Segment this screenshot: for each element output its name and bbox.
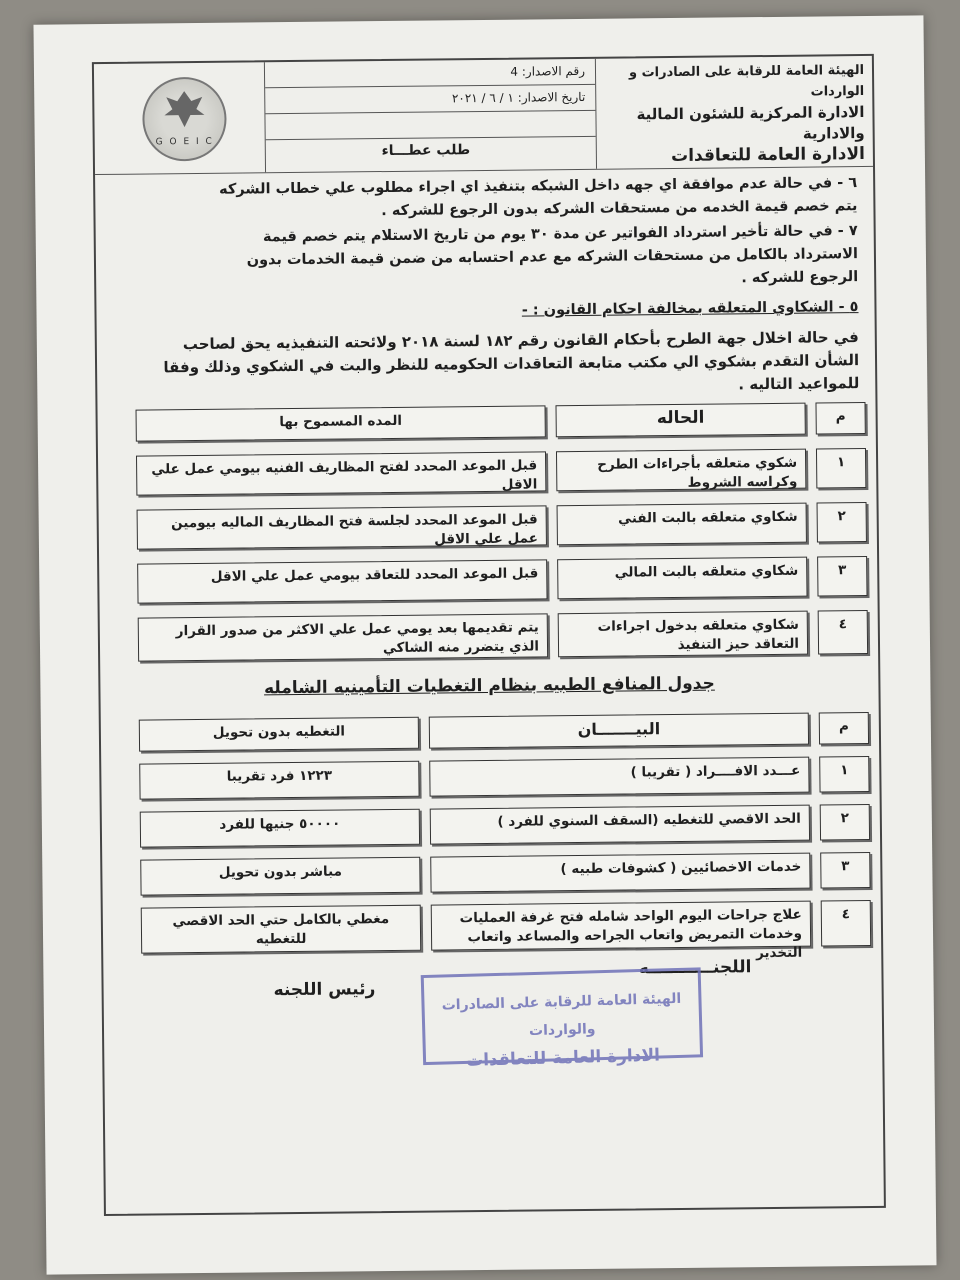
authority-line2: الادارة المركزية للشئون المالية والادارية [636, 102, 865, 143]
clause-5-heading: ٥ - الشكاوي المتعلقه بمخالفة احكام القانون : - [521, 299, 859, 319]
benefits-header-row [109, 712, 869, 756]
row-case: شكاوي متعلقه بالبت المالي [557, 557, 807, 600]
row-item: الحد الاقصي للتغطيه (السقف السنوي للفرد ) [430, 805, 810, 845]
row-duration: قبل الموعد المحدد للتعاقد بيومي عمل علي الاقل [137, 559, 547, 603]
benefits-title: جدول المنافع الطبيه بنظام التغطيات التأمينيه الشامله [263, 673, 715, 699]
issue-info-box [264, 59, 597, 172]
eagle-emblem-icon [144, 79, 225, 140]
document-page [33, 15, 936, 1274]
authority-line3: الادارة العامة للتعاقدات [670, 143, 865, 167]
row-coverage: ٥٠٠٠٠ جنيها للفرد [140, 809, 420, 848]
clause-6: ٦ - في حالة عدم موافقة اي جهه داخل الشبكه بتنفيذ اي اجراء مطلوب علي خطاب الشركه يتم خصم قيمة الخدمه من مستحقات الشركه بدون الرجوع للشركه . [219, 175, 858, 220]
eagle-seal-icon [142, 77, 227, 162]
table-row [110, 804, 870, 852]
seal-text: G O E I C [155, 136, 214, 148]
row-case: شكوي متعلقه بأجراءات الطرح وكراسه الشروط [556, 449, 806, 492]
clause-7: ٧ - في حالة تأخير استرداد الفواتير عن مدة ٣٠ يوم من تاريخ الاستلام يتم خصم قيمة الاسترداد بالكامل من مستحقات الشركه مع عدم احتسابه من ضمن قيمة الخدمات بدون الرجوع للشركه . [246, 223, 859, 287]
table-row [106, 448, 866, 500]
row-duration: يتم تقديمها بعد يومي عمل علي الاكثر من صدور القرار الذي يتضرر منه الشاكي [138, 613, 548, 661]
header-num: م [819, 712, 869, 745]
row-num: ٤ [821, 900, 871, 947]
issue-number: رقم الاصدار: 4 [265, 59, 595, 88]
letterhead [94, 56, 873, 175]
chairman-signature: رئيس اللجنه [273, 979, 376, 1001]
row-case: شكاوي متعلقه بالبت الفني [557, 503, 807, 546]
row-coverage: مباشر بدون تحويل [140, 857, 420, 896]
clause-5-body: في حالة اخلال جهة الطرح بأحكام القانون رقم ١٨٢ لسنة ٢٠١٨ ولائحته التنفيذيه يحق لصاحب الشأن التقدم بشكوي الي مكتب متابعة التعاقدات الحكوميه للنظر والبت في الشكوي وذلك وفقا للمواعيد التاليه . [163, 328, 860, 394]
row-num: ٤ [818, 610, 868, 655]
stamp-line2: الادارة العامة للتعاقدات [465, 1045, 661, 1071]
row-num: ١ [819, 756, 869, 793]
row-duration: قبل الموعد المحدد لفتح المظاريف الفنيه بيومي عمل علي الاقل [136, 451, 546, 495]
issue-date: تاريخ الاصدار: ١ / ٦ / ٢٠٢١ [265, 85, 595, 114]
committee-signature: اللجنـــــــــــه [638, 957, 752, 979]
benefits-table [109, 712, 871, 962]
stamp-line1: الهيئة العامة للرقابة على الصادرات والواردات [441, 990, 682, 1040]
row-num: ١ [816, 448, 866, 489]
row-coverage: ١٢٢٣ فرد تقريبا [139, 761, 419, 800]
page-frame [92, 54, 886, 1216]
complaints-table [106, 402, 869, 666]
official-stamp [421, 967, 703, 1071]
table-row [109, 756, 869, 804]
header-duration: المده المسموح بها [136, 405, 546, 441]
row-item: علاج جراحات اليوم الواحد شامله فتح غرفة العمليات وخدمات التمريض واتعاب الجراحه والمساعد واتعاب التخدير [431, 901, 811, 951]
form-title: طلب عطـــاء [381, 142, 471, 160]
complaints-header-row [106, 402, 866, 446]
row-num: ٢ [817, 502, 867, 543]
row-num: ٣ [820, 852, 870, 889]
row-num: ٢ [820, 804, 870, 841]
header-case: الحاله [555, 403, 805, 438]
row-case: شكاوي متعلقه بدخول اجراءات التعاقد حيز التنفيذ [558, 611, 808, 658]
header-item: البيـــــــان [429, 713, 809, 749]
table-row [107, 502, 867, 554]
row-item: خدمات الاخصائيين ( كشوفات طبيه ) [430, 853, 810, 893]
header-coverage: التغطيه بدون تحويل [139, 717, 419, 752]
row-item: عـــدد الافــــراد ( تقريبا ) [429, 757, 809, 797]
authority-line1: الهيئة العامة للرقابة على الصادرات و الواردات [628, 63, 865, 100]
table-row [111, 900, 871, 962]
row-num: ٣ [817, 556, 867, 597]
blank-cell [265, 111, 595, 140]
table-row [110, 852, 870, 900]
header-num: م [815, 402, 865, 435]
authority-block [604, 60, 865, 168]
row-duration: قبل الموعد المحدد لجلسة فتح المظاريف الماليه بيومين عمل علي الاقل [137, 505, 547, 549]
row-coverage: مغطي بالكامل حتي الحد الاقصي للتغطيه [141, 905, 421, 954]
table-row [108, 610, 868, 666]
table-row [107, 556, 867, 608]
